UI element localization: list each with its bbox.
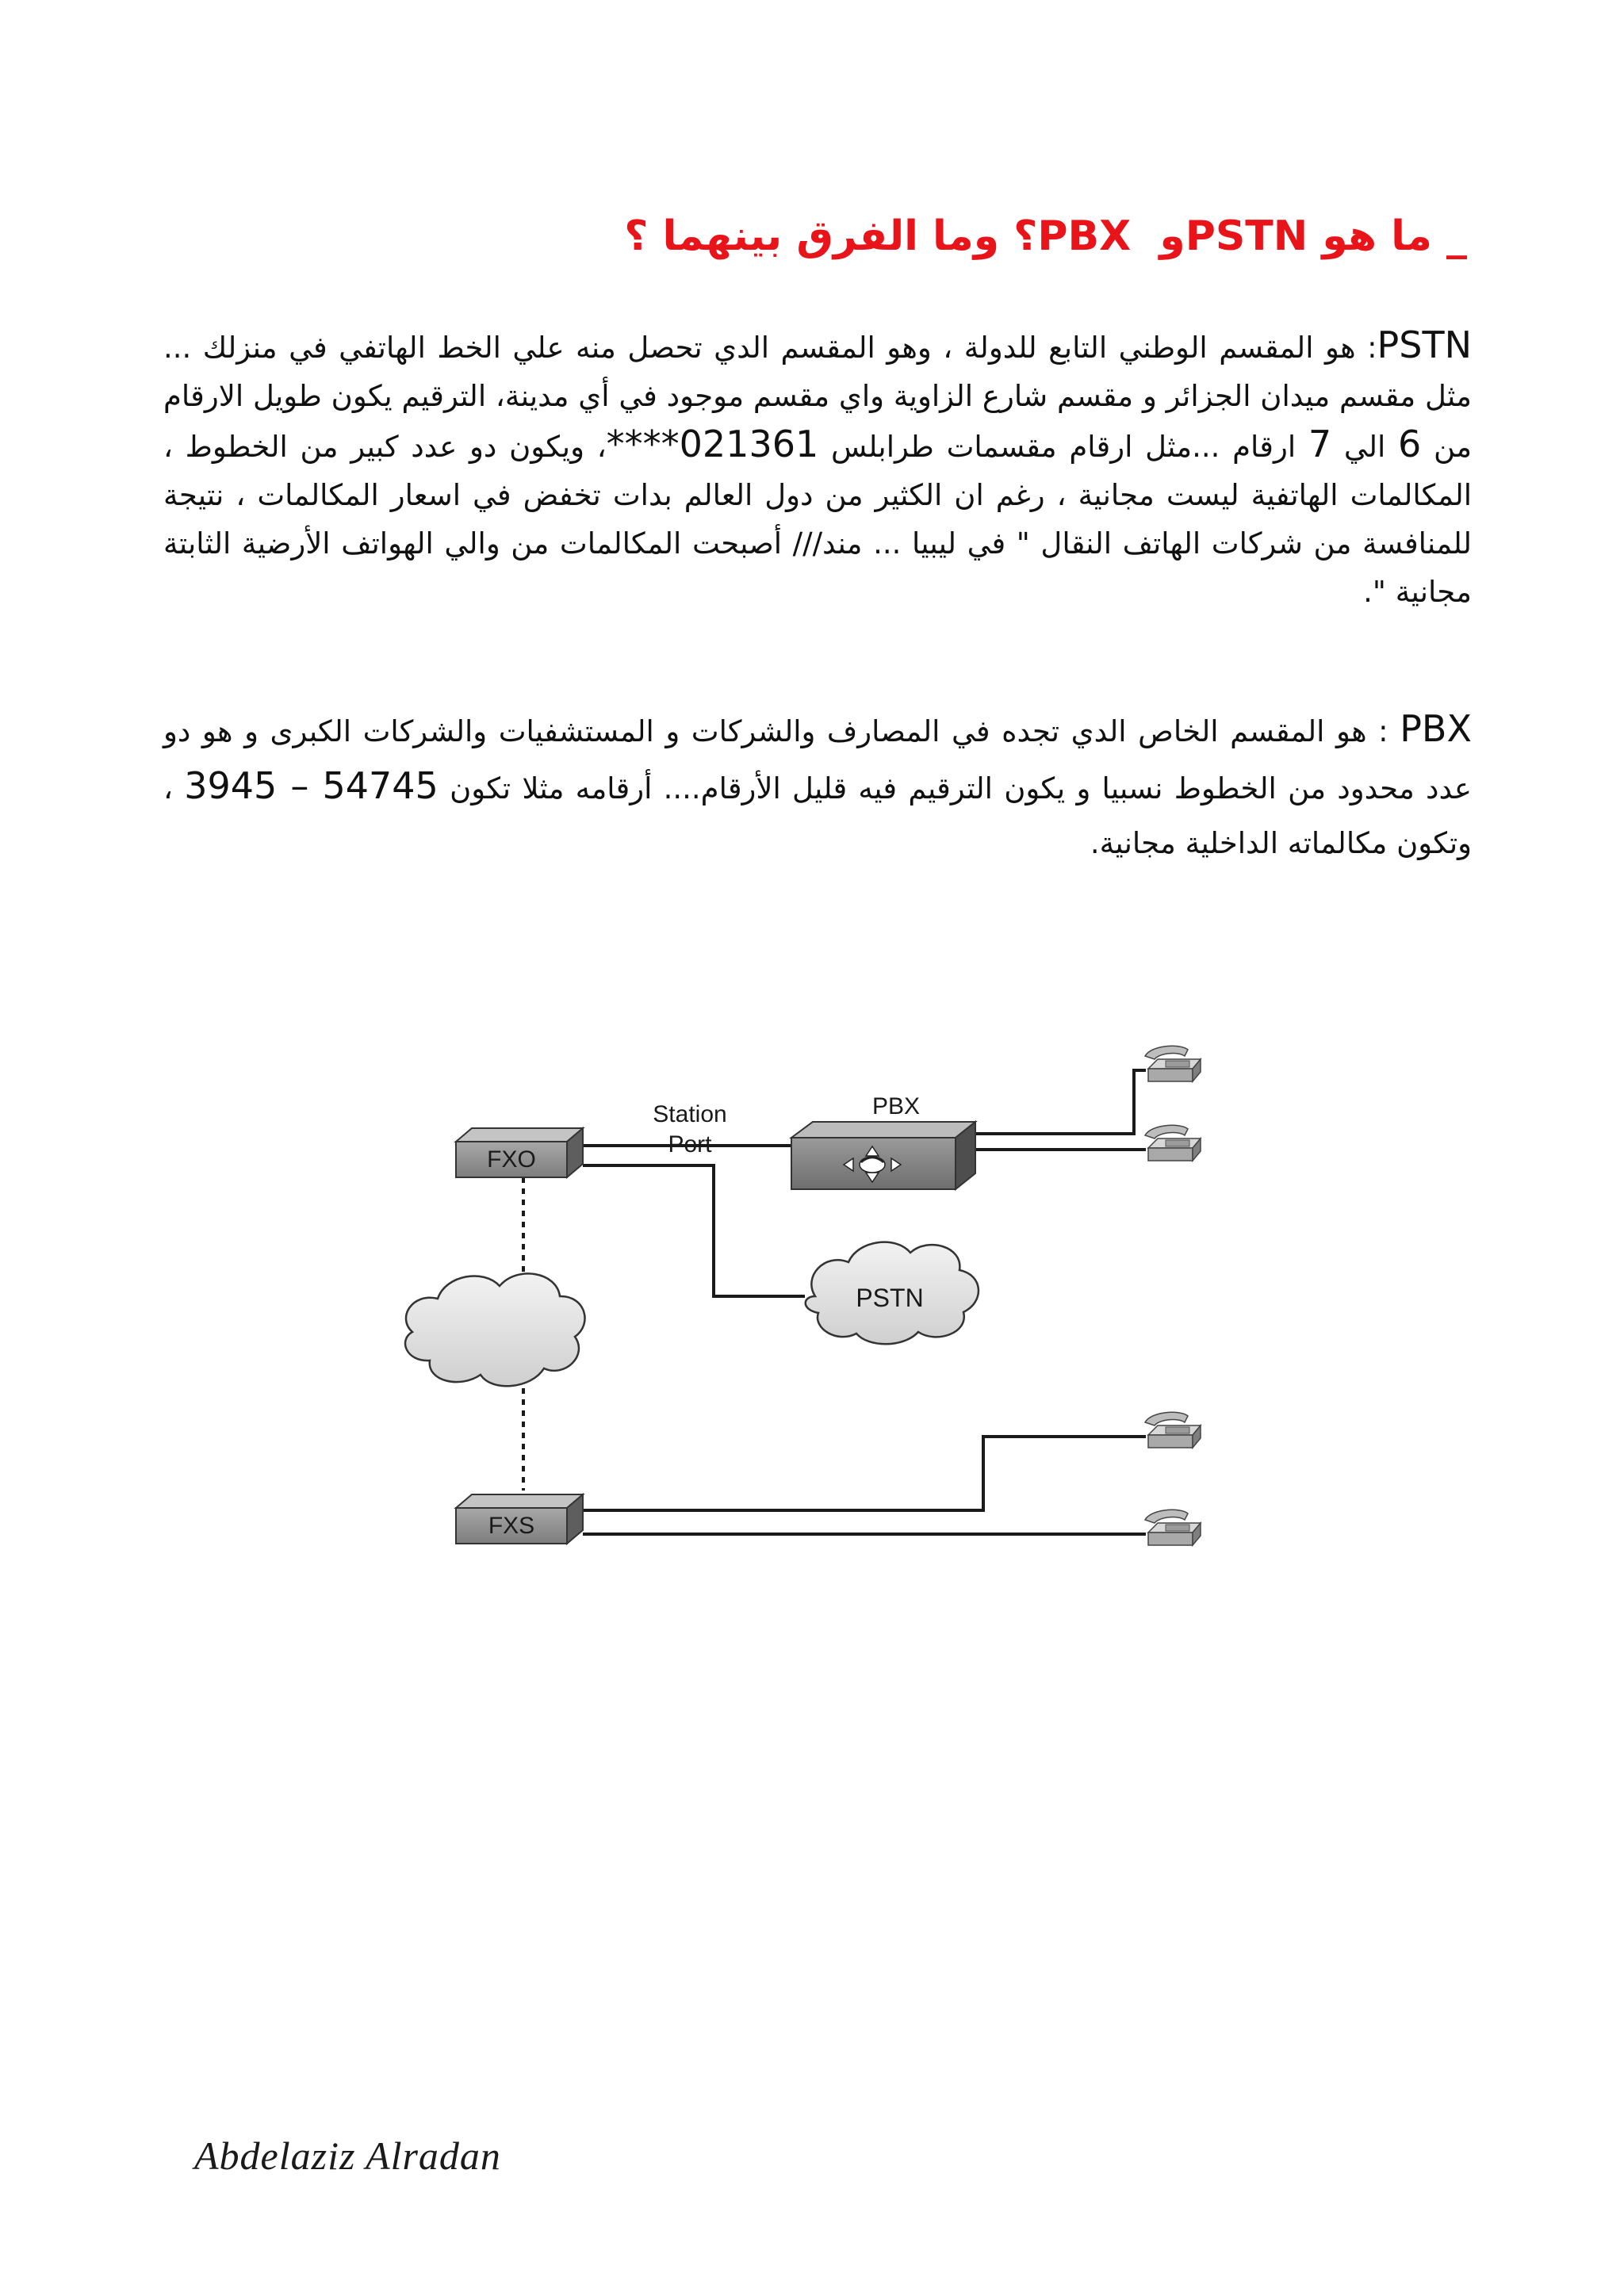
- pstn-num-from: 6: [1398, 423, 1422, 465]
- pstn-text-1: : هو المقسم الوطني التابع للدولة ، وهو المقسم الدي تحصل منه علي الخط الهاتفي في منزلك ... مثل مقسم ميدان الجزائر و مقسم شارع الزاوية واي مقسم موجود في أي مدينة، الترقيم يكون طويل الارقام من: [163, 331, 1473, 464]
- phone-3-icon: [1145, 1412, 1201, 1448]
- pbx-label: PBX: [871, 1093, 921, 1119]
- pbx-device: [791, 1122, 975, 1189]
- pstn-num-to: 7: [1308, 423, 1332, 465]
- pbx-paragraph: [163, 702, 1472, 871]
- title-what-is: ما هو: [1322, 212, 1432, 260]
- station-port-label-line1: Station: [653, 1101, 727, 1127]
- author-signature: Abdelaziz Alradan: [194, 2133, 501, 2178]
- phone-4-icon: [1145, 1510, 1201, 1545]
- station-port-label-line2: Port: [668, 1131, 712, 1158]
- pstn-text-2: الي: [1343, 430, 1386, 464]
- network-diagram: [381, 1023, 1269, 1609]
- pstn-cloud-label: PSTN: [856, 1284, 924, 1312]
- title-and: و: [1159, 212, 1185, 260]
- title-dash: _: [1446, 212, 1467, 260]
- pstn-cloud: [806, 1242, 979, 1345]
- pbx-term: PBX: [1400, 707, 1472, 750]
- title-pstn: PSTN: [1185, 212, 1308, 260]
- pstn-text-4: ، ويكون دو عدد كبير من الخطوط ، المكالمات الهاتفية ليست مجانية ، رغم ان الكثير من دول العالم بدات تخفض في اسعار المكالمات ، نتيجة للمنافسة من شركات الهاتف النقال " في ليبيا ... مند/// أصبحت المكالمات من والي الهواتف الأرضية الثابتة مجانية ".: [163, 430, 1472, 609]
- phone-2-icon: [1145, 1125, 1201, 1161]
- pbx-text-2: ، وتكون مكالماته الداخلية مجانية.: [163, 771, 1472, 860]
- pstn-paragraph: [163, 321, 1472, 616]
- pstn-term: PSTN: [1377, 323, 1472, 366]
- title-pbx: PBX: [1037, 212, 1132, 260]
- pbx-text-1: : هو المقسم الخاص الدي تجده في المصارف والشركات و المستشفيات والشركات الكبرى و هو دو عدد محدود من الخطوط نسبيا و يكون الترقيم فيه قليل الأرقام.... أرقامه مثلا تكون: [163, 714, 1472, 806]
- network-cloud: [405, 1273, 584, 1386]
- pstn-text-3: ارقام ...مثل ارقام مقسمات طرابلس: [830, 430, 1297, 464]
- title-rest: ؟ وما الفرق بينهما ؟: [624, 212, 1038, 260]
- fxs-label: FXS: [488, 1513, 535, 1539]
- fxo-label: FXO: [487, 1146, 536, 1173]
- fxo-device: [456, 1128, 583, 1177]
- pstn-example-number: ****021361: [606, 423, 819, 465]
- page-title: [476, 205, 1467, 268]
- fxs-device: [456, 1494, 583, 1544]
- phone-1-icon: [1145, 1046, 1201, 1081]
- pbx-example-number: 3945 – 54745: [184, 764, 439, 807]
